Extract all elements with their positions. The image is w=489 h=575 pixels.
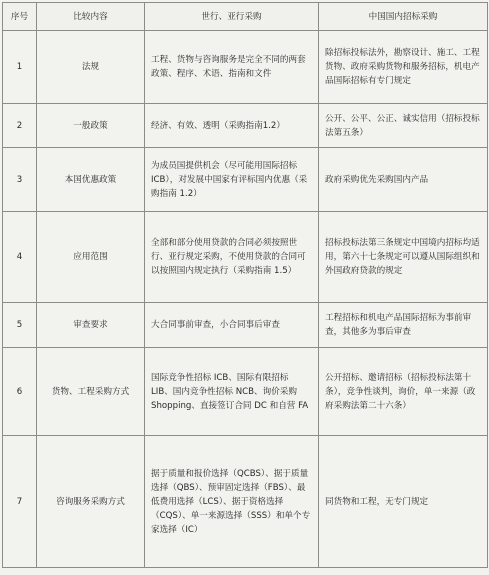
comparison-table (2, 2, 488, 568)
row-china: 政府采购优先采购国内产品 (319, 148, 488, 212)
table-row (3, 148, 488, 212)
row-no: 5 (3, 303, 37, 348)
table-row (3, 31, 488, 104)
header-world-bank: 世行、亚行采购 (145, 3, 319, 31)
row-item: 审查要求 (37, 303, 145, 348)
row-no: 7 (3, 436, 37, 568)
row-china: 公开、公平、公正、诚实信用（招标投标法第五条） (319, 104, 488, 148)
row-no: 1 (3, 31, 37, 104)
row-item: 本国优惠政策 (37, 148, 145, 212)
row-china: 除招标投标法外，勘察设计、施工、工程货物、政府采购货物和服务招标，机电产品国际招标有专门规定 (319, 31, 488, 104)
row-world-bank: 据于质量和报价选择（QCBS）、据于质量选择（QBS）、预审固定选择（FBS）、最低费用选择（LCS）、据于资格选择（CQS）、单一来源选择（SSS）和单个专家选择（IC） (145, 436, 319, 568)
table-row (3, 104, 488, 148)
header-no: 序号 (3, 3, 37, 31)
row-no: 3 (3, 148, 37, 212)
row-world-bank: 国际竞争性招标 ICB、国际有限招标 LIB、国内竞争性招标 NCB、询价采购 Shopping、直接签订合同 DC 和自营 FA (145, 348, 319, 436)
row-world-bank: 为成员国提供机会（尽可能用国际招标 ICB），对发展中国家有评标国内优惠（采购指南 1.2） (145, 148, 319, 212)
row-no: 4 (3, 212, 37, 303)
table-row (3, 212, 488, 303)
row-item: 法规 (37, 31, 145, 104)
table-row (3, 436, 488, 568)
row-china: 招标投标法第三条规定中国境内招标均适用，第六十七条规定可以遵从国际组织和外国政府贷款的规定 (319, 212, 488, 303)
table-row (3, 303, 488, 348)
table-header-row (3, 3, 488, 31)
row-world-bank: 全部和部分使用贷款的合同必须按照世行、亚行规定采购，不使用贷款的合同可以按照国内规定执行（采购指南 1.5） (145, 212, 319, 303)
row-item: 货物、工程采购方式 (37, 348, 145, 436)
row-world-bank: 大合同事前审查，小合同事后审查 (145, 303, 319, 348)
row-world-bank: 经济、有效、透明（采购指南1.2） (145, 104, 319, 148)
row-no: 6 (3, 348, 37, 436)
row-china: 公开招标、邀请招标（招标投标法第十条），竞争性谈判，询价，单一来源（政府采购法第二十六条） (319, 348, 488, 436)
row-china: 工程招标和机电产品国际招标为事前审查，其他多为事后审查 (319, 303, 488, 348)
row-item: 咨询服务采购方式 (37, 436, 145, 568)
row-item: 应用范围 (37, 212, 145, 303)
header-china: 中国国内招标采购 (319, 3, 488, 31)
header-item: 比较内容 (37, 3, 145, 31)
row-item: 一般政策 (37, 104, 145, 148)
table-row (3, 348, 488, 436)
row-china: 同货物和工程，无专门规定 (319, 436, 488, 568)
row-no: 2 (3, 104, 37, 148)
row-world-bank: 工程、货物与咨询服务是完全不同的两套政策、程序、术语、指南和文件 (145, 31, 319, 104)
